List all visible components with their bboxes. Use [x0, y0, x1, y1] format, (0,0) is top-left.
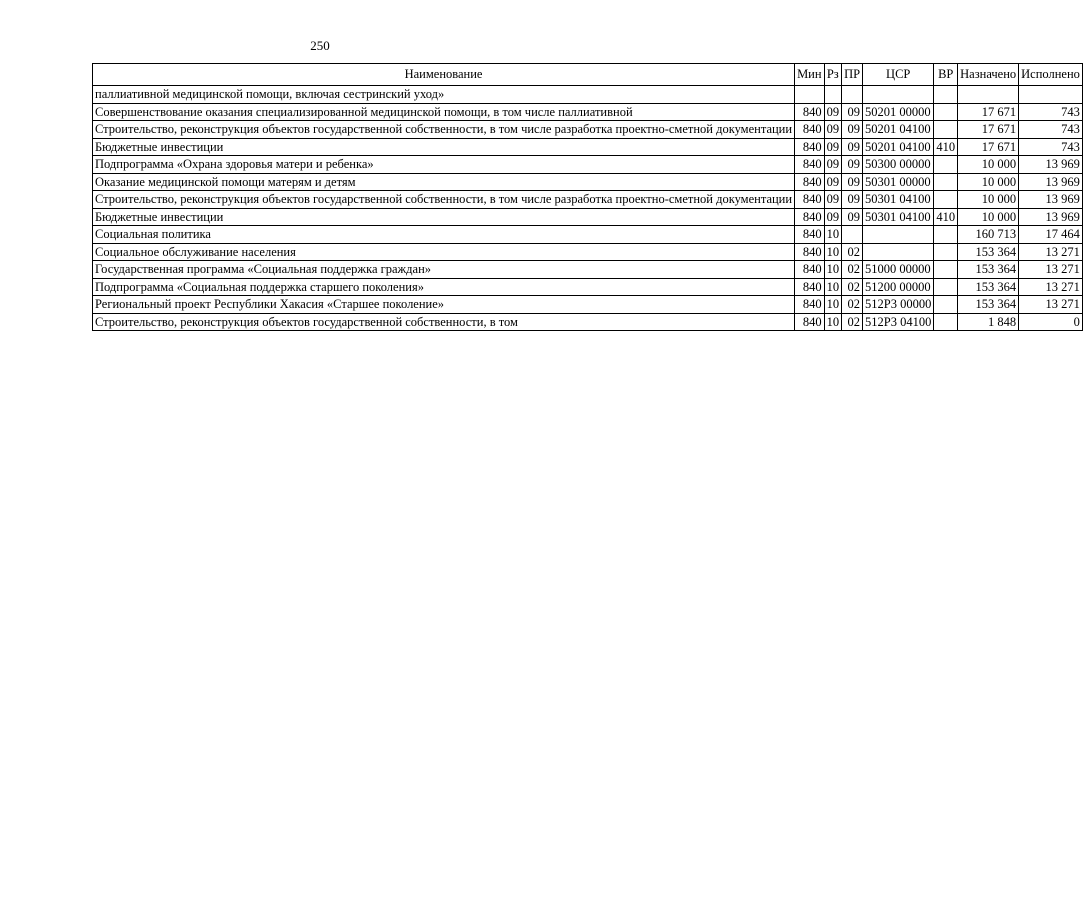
cell-rz: 10	[824, 296, 842, 314]
table-body	[93, 86, 1083, 331]
cell-vr	[934, 278, 958, 296]
cell-executed: 0	[1019, 313, 1083, 331]
cell-name: Строительство, реконструкция объектов государственной собственности, в том	[93, 313, 795, 331]
cell-executed: 17 464	[1019, 226, 1083, 244]
column-header-name: Наименование	[93, 64, 795, 86]
cell-name: паллиативной медицинской помощи, включая сестринский уход»	[93, 86, 795, 104]
cell-pr: 02	[842, 296, 863, 314]
cell-assigned: 10 000	[958, 156, 1019, 174]
column-header-pr: ПР	[842, 64, 863, 86]
cell-pr: 09	[842, 156, 863, 174]
cell-assigned: 17 671	[958, 138, 1019, 156]
cell-min: 840	[795, 138, 825, 156]
cell-min: 840	[795, 103, 825, 121]
cell-pr: 02	[842, 278, 863, 296]
cell-csr	[863, 243, 934, 261]
cell-rz	[824, 86, 842, 104]
cell-executed	[1019, 86, 1083, 104]
table-row	[93, 173, 1083, 191]
cell-name: Социальная политика	[93, 226, 795, 244]
cell-csr: 51000 00000	[863, 261, 934, 279]
page-number: 250	[310, 38, 330, 53]
cell-vr: 410	[934, 208, 958, 226]
table-row	[93, 278, 1083, 296]
cell-csr: 51200 00000	[863, 278, 934, 296]
cell-assigned: 153 364	[958, 243, 1019, 261]
cell-min: 840	[795, 121, 825, 139]
cell-executed: 13 969	[1019, 173, 1083, 191]
cell-rz: 10	[824, 278, 842, 296]
cell-pr: 02	[842, 261, 863, 279]
cell-name: Оказание медицинской помощи матерям и детям	[93, 173, 795, 191]
budget-table	[92, 63, 1083, 331]
cell-executed: 743	[1019, 121, 1083, 139]
cell-assigned: 153 364	[958, 296, 1019, 314]
cell-rz: 09	[824, 121, 842, 139]
cell-name: Региональный проект Республики Хакасия «Старшее поколение»	[93, 296, 795, 314]
cell-assigned	[958, 86, 1019, 104]
cell-min: 840	[795, 313, 825, 331]
cell-csr	[863, 86, 934, 104]
cell-pr: 02	[842, 313, 863, 331]
column-header-min: Мин	[795, 64, 825, 86]
cell-name: Строительство, реконструкция объектов государственной собственности, в том числе разработка проектно-сметной документации	[93, 191, 795, 209]
cell-pr: 09	[842, 173, 863, 191]
cell-pr: 09	[842, 103, 863, 121]
cell-pr: 09	[842, 138, 863, 156]
cell-min: 840	[795, 296, 825, 314]
cell-csr: 50201 04100	[863, 121, 934, 139]
cell-name: Бюджетные инвестиции	[93, 208, 795, 226]
cell-rz: 10	[824, 226, 842, 244]
cell-executed: 13 969	[1019, 191, 1083, 209]
cell-csr: 50201 00000	[863, 103, 934, 121]
column-header-executed: Исполнено	[1019, 64, 1083, 86]
table-row	[93, 121, 1083, 139]
cell-name: Бюджетные инвестиции	[93, 138, 795, 156]
cell-min	[795, 86, 825, 104]
cell-rz: 10	[824, 243, 842, 261]
cell-name: Строительство, реконструкция объектов государственной собственности, в том числе разработка проектно-сметной документации	[93, 121, 795, 139]
cell-name: Совершенствование оказания специализированной медицинской помощи, в том числе паллиативной	[93, 103, 795, 121]
table-row	[93, 86, 1083, 104]
cell-executed: 743	[1019, 138, 1083, 156]
column-header-assigned: Назначено	[958, 64, 1019, 86]
table-row	[93, 313, 1083, 331]
cell-vr	[934, 296, 958, 314]
cell-csr: 512P3 04100	[863, 313, 934, 331]
column-header-csr: ЦСР	[863, 64, 934, 86]
cell-rz: 10	[824, 261, 842, 279]
cell-pr: 02	[842, 243, 863, 261]
cell-vr	[934, 121, 958, 139]
cell-executed: 13 969	[1019, 156, 1083, 174]
cell-min: 840	[795, 156, 825, 174]
table-row	[93, 156, 1083, 174]
cell-min: 840	[795, 261, 825, 279]
cell-rz: 09	[824, 208, 842, 226]
cell-rz: 09	[824, 103, 842, 121]
cell-vr: 410	[934, 138, 958, 156]
table-row	[93, 191, 1083, 209]
cell-min: 840	[795, 278, 825, 296]
cell-csr: 50301 04100	[863, 208, 934, 226]
cell-vr	[934, 191, 958, 209]
cell-assigned: 1 848	[958, 313, 1019, 331]
cell-min: 840	[795, 226, 825, 244]
cell-assigned: 153 364	[958, 261, 1019, 279]
cell-rz: 10	[824, 313, 842, 331]
column-header-vr: ВР	[934, 64, 958, 86]
cell-assigned: 160 713	[958, 226, 1019, 244]
cell-executed: 13 271	[1019, 296, 1083, 314]
cell-name: Социальное обслуживание населения	[93, 243, 795, 261]
cell-name: Государственная программа «Социальная поддержка граждан»	[93, 261, 795, 279]
cell-executed: 13 969	[1019, 208, 1083, 226]
cell-pr: 09	[842, 208, 863, 226]
cell-assigned: 10 000	[958, 208, 1019, 226]
cell-min: 840	[795, 173, 825, 191]
cell-rz: 09	[824, 173, 842, 191]
cell-vr	[934, 103, 958, 121]
cell-vr	[934, 226, 958, 244]
cell-assigned: 10 000	[958, 191, 1019, 209]
cell-assigned: 17 671	[958, 121, 1019, 139]
cell-csr: 512P3 00000	[863, 296, 934, 314]
cell-vr	[934, 156, 958, 174]
cell-min: 840	[795, 191, 825, 209]
cell-assigned: 153 364	[958, 278, 1019, 296]
cell-vr	[934, 86, 958, 104]
table-row	[93, 138, 1083, 156]
cell-csr: 50201 04100	[863, 138, 934, 156]
cell-assigned: 17 671	[958, 103, 1019, 121]
cell-csr: 50301 04100	[863, 191, 934, 209]
table-row	[93, 243, 1083, 261]
cell-vr	[934, 261, 958, 279]
cell-rz: 09	[824, 138, 842, 156]
cell-csr	[863, 226, 934, 244]
cell-name: Подпрограмма «Охрана здоровья матери и ребенка»	[93, 156, 795, 174]
cell-pr: 09	[842, 121, 863, 139]
cell-pr: 09	[842, 191, 863, 209]
cell-assigned: 10 000	[958, 173, 1019, 191]
cell-vr	[934, 173, 958, 191]
table-row	[93, 296, 1083, 314]
cell-vr	[934, 313, 958, 331]
cell-pr	[842, 226, 863, 244]
cell-csr: 50301 00000	[863, 173, 934, 191]
cell-min: 840	[795, 243, 825, 261]
column-header-rz: Рз	[824, 64, 842, 86]
cell-rz: 09	[824, 191, 842, 209]
cell-csr: 50300 00000	[863, 156, 934, 174]
cell-executed: 13 271	[1019, 243, 1083, 261]
table-row	[93, 103, 1083, 121]
cell-min: 840	[795, 208, 825, 226]
table-row	[93, 226, 1083, 244]
cell-rz: 09	[824, 156, 842, 174]
cell-pr	[842, 86, 863, 104]
cell-vr	[934, 243, 958, 261]
table-header-row	[93, 64, 1083, 86]
cell-executed: 13 271	[1019, 278, 1083, 296]
table-row	[93, 208, 1083, 226]
table-row	[93, 261, 1083, 279]
cell-name: Подпрограмма «Социальная поддержка старшего поколения»	[93, 278, 795, 296]
cell-executed: 743	[1019, 103, 1083, 121]
cell-executed: 13 271	[1019, 261, 1083, 279]
